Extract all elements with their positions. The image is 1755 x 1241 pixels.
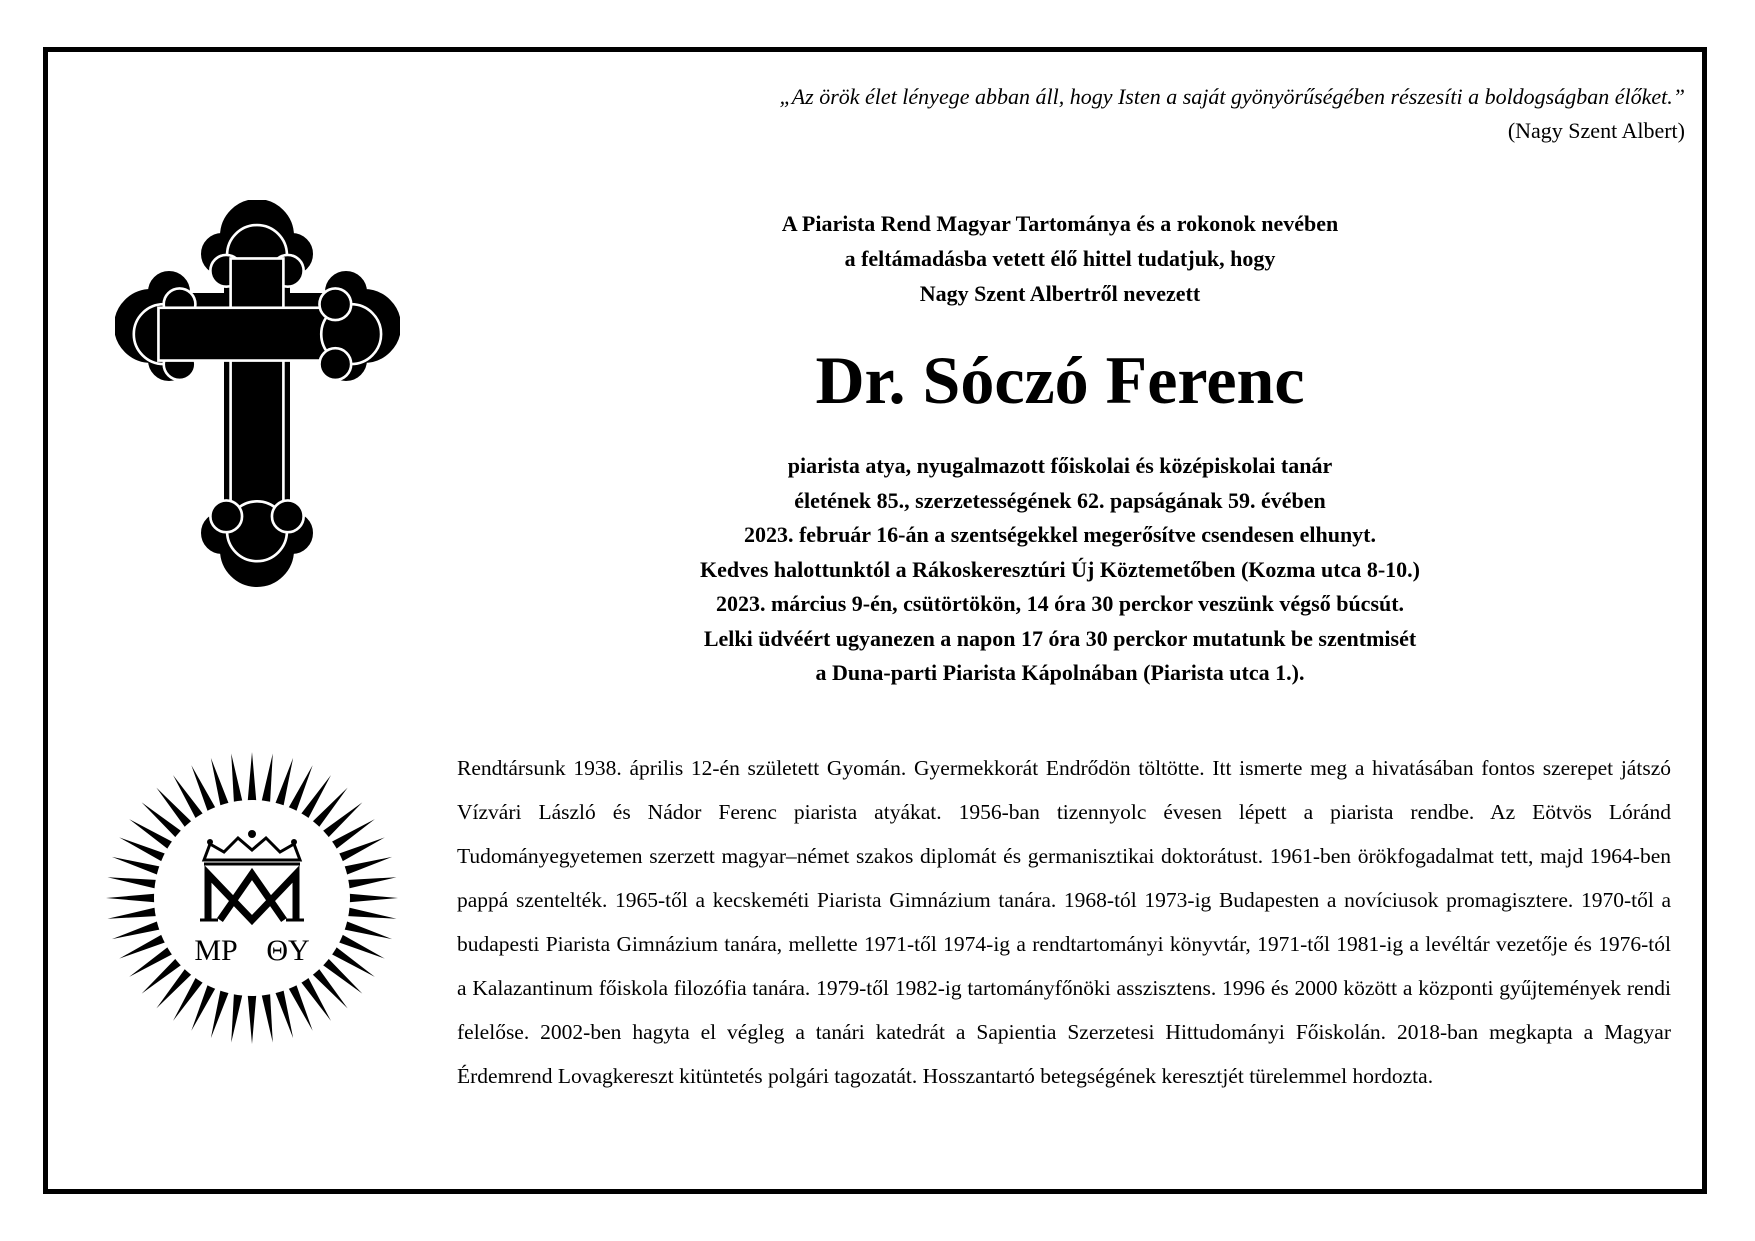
emblem-ray xyxy=(261,992,272,1042)
emblem-ray xyxy=(346,877,396,888)
emblem-ray xyxy=(261,753,272,803)
emblem-ray xyxy=(112,921,161,939)
details-line: életének 85., szerzetességének 62. papságának 59. évében xyxy=(794,487,1326,513)
emblem-ray xyxy=(348,894,398,903)
epigraph-quote xyxy=(485,80,1685,148)
emblem-ray xyxy=(107,907,157,918)
ornate-cross-icon xyxy=(115,200,400,590)
emblem-ray xyxy=(211,758,229,807)
details-line: 2023. február 16-án a szentségekkel megerősítve csendesen elhunyt. xyxy=(743,522,1377,547)
emblem-ray xyxy=(248,994,257,1044)
emblem-ray xyxy=(275,989,293,1038)
emblem-ray xyxy=(107,877,157,888)
emblem-ray xyxy=(231,992,242,1042)
emblem-label-right: ΘY xyxy=(266,934,310,967)
emblem-ray xyxy=(106,894,156,903)
emblem-ray xyxy=(343,921,392,939)
deceased-name: Dr. Sóczó Ferenc xyxy=(815,342,1305,418)
quote-author: (Nagy Szent Albert) xyxy=(1507,118,1685,143)
quote-text: „Az örök élet lényege abban áll, hogy Isten a saját gyönyörűségében részesíti a boldogságban élőket.” xyxy=(779,84,1685,109)
emblem-ray xyxy=(231,753,242,803)
intro-line: a feltámadásba vetett élő hittel tudatjuk, hogy xyxy=(844,246,1276,271)
emblem-ray xyxy=(211,989,229,1038)
emblem-ray xyxy=(346,907,396,918)
announcement-intro xyxy=(450,206,1670,311)
details-line: piarista atya, nyugalmazott főiskolai és középiskolai tanár xyxy=(787,453,1333,478)
emblem-ray xyxy=(343,857,392,875)
piarist-emblem-icon xyxy=(104,750,400,1046)
details-line: 2023. március 9-én, csütörtökön, 14 óra 30 perckor veszünk végső búcsút. xyxy=(715,591,1405,616)
emblem-ray xyxy=(248,752,257,802)
intro-line: A Piarista Rend Magyar Tartománya és a rokonok nevében xyxy=(781,211,1339,236)
details-line: a Duna-parti Piarista Kápolnában (Piarista utca 1.). xyxy=(815,660,1305,685)
funeral-details xyxy=(450,449,1670,691)
details-line: Kedves halottunktól a Rákoskeresztúri Új Köztemetőben (Kozma utca 8-10.) xyxy=(699,556,1420,582)
intro-line: Nagy Szent Albertről nevezett xyxy=(919,281,1201,306)
emblem-label-left: MP xyxy=(194,934,238,967)
emblem-ray xyxy=(275,758,293,807)
details-line: Lelki üdvéért ugyanezen a napon 17 óra 30 perckor mutatunk be szentmisét xyxy=(703,625,1417,651)
emblem-ray xyxy=(112,857,161,875)
biography-text: Rendtársunk 1938. április 12-én született Gyomán. Gyermekkorát Endrődön töltötte. Itt ismerte meg a hivatásában fontos szerepet játszó Vízvári László és Nádor Ferenc piarista atyákat. 1956-ban tizennyolc évesen lépett a piarista rendbe. Az Eötvös Lóránd Tudományegyetemen szerzett magyar–német szakos diplomát és germanisztikai doktorátust. 1961-ben örökfogadalmat tett, majd 1964-ben pappá szentelték. 1965-től a kecskeméti Piarista Gimnázium tanára. 1968-tól 1973-ig Budapesten a novíciusok promagisztere. 1970-től a budapesti Piarista Gimnázium tanára, mellette 1971-től 1974-ig a rendtartományi könyvtár, 1971-től 1981-ig a levéltár vezetője és 1976-tól a Kalazantinum főiskola filozófia tanára. 1979-től 1982-ig tartományfőnöki asszisztens. 1996 és 2000 között a központi gyűjtemények rendi felelőse. 2002-ben hagyta el végleg a tanári katedrát a Sapientia Szerzetesi Hittudományi Főiskolán. 2018-ban megkapta a Magyar Érdemrend Lovagkereszt kitüntetés polgári tagozatát. Hosszantartó betegségének keresztjét türelemmel hordozta. xyxy=(457,756,1671,1088)
